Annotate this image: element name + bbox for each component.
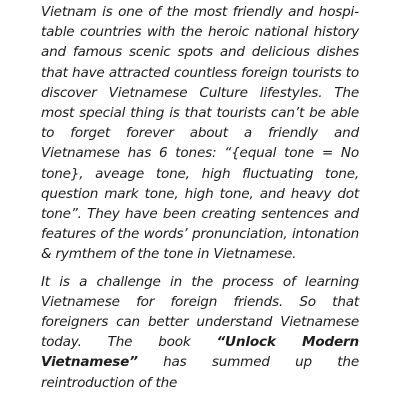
paragraph xyxy=(41,272,359,393)
document-page xyxy=(41,2,359,393)
book-title: “Unlock Modern Vietnamese” xyxy=(41,334,359,371)
paragraph-text: It is a challenge in the process of learning Vietnamese for foreign friends. So that foreigners can better understand Vietnamese today. The book xyxy=(41,273,359,351)
paragraph-text: has summed up the reintroduction of the xyxy=(41,354,359,391)
paragraph: Vietnam is one of the most friendly and hospitable countries with the heroic national history and famous scenic spots and delicious dishes that have attracted countless foreign tourists to discover Vietnamese Culture lifestyles. The most special thing is that tourists can’t be able to forget forever about a friendly and Vietnamese has 6 tones: “{equal tone = No tone}, aveage tone, high fluctuating tone, question mark tone, high tone, and heavy dot tone”. They have been creating sentences and features of the words’ pronunciation, intonation & rymthem of the tone in Vietnamese. xyxy=(41,4,359,263)
